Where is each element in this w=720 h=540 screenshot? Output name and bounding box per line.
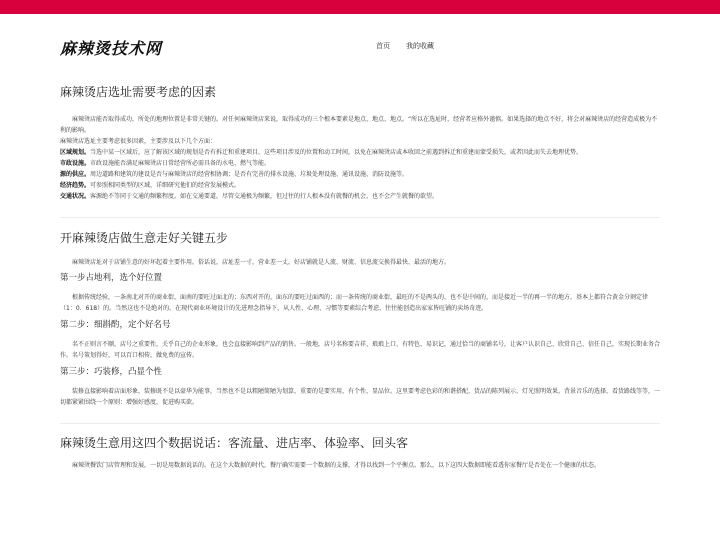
- factor-item: [60, 158, 660, 169]
- factor-item: [60, 147, 660, 158]
- factor-item: [60, 180, 660, 191]
- factor-term: 区域规划。: [60, 149, 91, 156]
- article-title[interactable]: 开麻辣烫店做生意走好关键五步: [60, 231, 229, 245]
- article-paragraph: 麻辣烫店选址主要考虑很多因素，主要涉及以下几个方面：: [60, 138, 217, 145]
- factor-item: [60, 191, 660, 202]
- site-logo[interactable]: 麻辣烫技术网: [60, 39, 163, 58]
- nav-home[interactable]: 首页: [376, 42, 390, 50]
- step-heading: 第二步：细斟酌，定个好名号: [60, 320, 171, 330]
- factor-text: 可参照相同类型的区域，详细研究他们的经营发展模式。: [90, 182, 241, 189]
- article-divider: [60, 423, 660, 424]
- factor-text: 周边道路和建筑的建设是否与麻辣烫店的经营相协调；是否有完善的排水设施、垃圾处理设施、通讯设施、消防设施等。: [90, 171, 409, 178]
- step-paragraph: 名不正则言不顺，店号之重要性，关乎自己的企业形象，也会直接影响到产品的销售。一般地，店号名称要吉祥、琅琅上口、有特色、易识记，通过恰当的商铺名号，让客户认识自己、欣赏自己、信任自己，实现长期业务合作。名号策划得好，可以百口相传，做免费的宣传。: [60, 341, 661, 359]
- article-title[interactable]: 麻辣烫生意用这四个数据说话：客流量、进店率、体验率、回头客: [60, 436, 409, 450]
- article-title[interactable]: 麻辣烫店选址需要考虑的因素: [60, 85, 217, 99]
- article-paragraph: 麻辣烫店址对于店铺生意的好坏起着主要作用。俗话说，店址差一寸，营业差一丈。好店铺就是人流、财流、信息流交换得最快、最活的地方。: [72, 259, 451, 266]
- factor-item: [60, 169, 660, 180]
- factor-text: 客源绝不等同于交通的频繁程度。如在交通要道，尽管交通极为频繁，但过往的行人根本没有就餐的机会，也不会产生就餐的欲望。: [90, 193, 439, 200]
- article-paragraph: 麻辣烫餐饮门店管理和发展，一切是用数据说话的。在这个大数据的时代，餐厅确实需要一个数据的支撑，才得以找到一个平衡点。那么，以下这四大数据即能看透你家餐厅是否处在一个健康的状态。: [72, 462, 601, 469]
- article-paragraph: 麻辣烫店能否取得成功，所处的地理位置是非常关键的。对任何麻辣烫店来说，取得成功的三个根本要素是地点、地点、地点。“所以在选址时，经营者应格外谨慎。如果选择的地点不好，将会对麻辣烫店的经营造成极为不利的影响。: [60, 116, 658, 134]
- factor-term: 源的供应。: [60, 171, 91, 178]
- step-heading: 第一步占地利，选个好位置: [60, 273, 163, 283]
- article-four-metrics: [60, 435, 660, 471]
- article-divider: [60, 217, 660, 218]
- factor-text: 当选中某一区域后，应了解该区域的规划是否有拆迁和重建项目，这些项目涉及的位置和动工时间，以免在麻辣烫店或本收回之前遇到拆迁和重建而蒙受损失，或者因此而失去地理优势。: [90, 149, 583, 156]
- step-heading: 第三步：巧装修，凸显个性: [60, 367, 163, 377]
- article-five-steps: [60, 230, 660, 408]
- main-nav: [376, 41, 434, 51]
- site-header: [0, 14, 720, 84]
- step-paragraph: 装修直接影响着店面形象，装修既不是以豪华为能事，当然也不是以粗陋简陋为划算，重要的是要实用、有个性、显品位。这里要考虑色彩的和谐搭配、货品的陈列展示、灯光照明效果，背景音乐的选择，看货路线等等，一切都紧紧围绕一个原则：增强好感度，促进购买欲。: [60, 388, 661, 406]
- nav-favorites[interactable]: 我的收藏: [406, 42, 434, 50]
- step-paragraph: 根据传统经验，一条南北对开的商业街，面南的要旺过面北的；东西对开的，面东的要旺过面西的；而一条传统的商业街，最旺的不是两头的，也不是中间的，而是接近一半的再一半的地方，基本上都符合黄金分割定律（1：0．618）的。当然这也不是绝对的，在现代商业环境设计的先进理念指导下，从人性、心理、习惯等要素综合考虑，往往能创造出家家皆旺铺的卖场奇迹。: [60, 294, 649, 312]
- article-list: [60, 84, 660, 471]
- factor-text: 市政设施能否满足麻辣烫店日常经营所必需具备的水电、燃气等能。: [90, 160, 271, 167]
- top-accent-bar: [0, 0, 720, 14]
- factor-term: 交通状况。: [60, 193, 91, 200]
- factor-term: 经济趋势。: [60, 182, 91, 189]
- factor-term: 市政设施。: [60, 160, 91, 167]
- article-site-selection: [60, 84, 660, 202]
